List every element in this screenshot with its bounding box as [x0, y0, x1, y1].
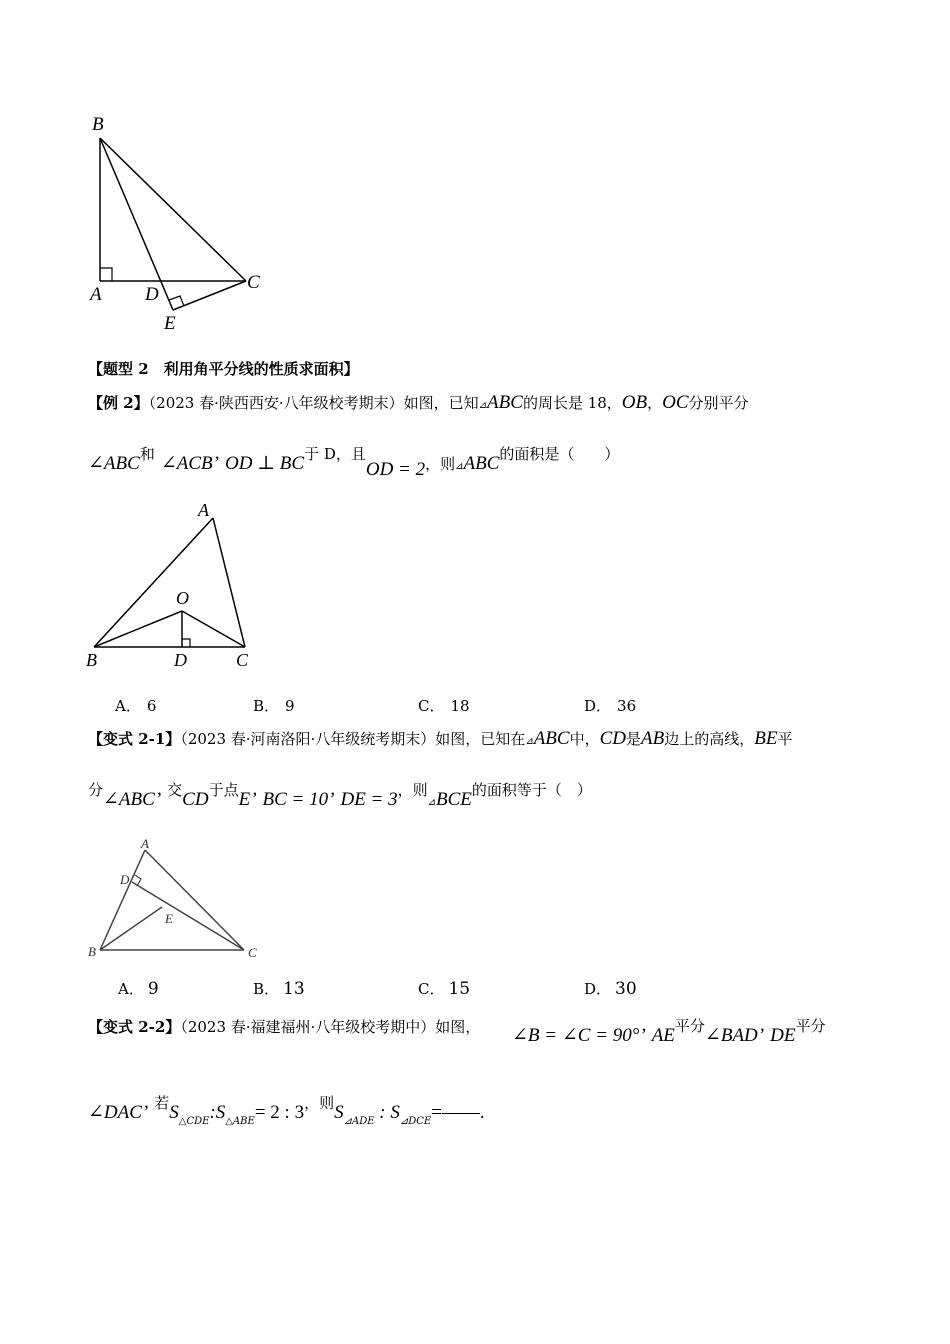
variant21-bce: BCE: [436, 789, 472, 810]
variant22-abe-sub: △ABE: [225, 1116, 255, 1127]
example2-at-d: 于 D，且: [304, 445, 366, 463]
variant22-angle-dac: ∠DAC: [88, 1102, 142, 1123]
label-a: A: [90, 284, 102, 305]
variant22-ruo: 若: [154, 1094, 170, 1112]
variant21-option-d[interactable]: D． 30: [584, 979, 637, 999]
example2-od-eq: OD = 2: [365, 459, 426, 480]
label-c: C: [236, 650, 249, 670]
variant21-line2: [88, 781, 592, 811]
label-o: O: [176, 588, 189, 608]
variant22-pingfen2: 平分: [795, 1017, 826, 1035]
line-oc: [182, 611, 245, 647]
right-angle-mark-a: [100, 268, 112, 281]
line-ac: [213, 518, 245, 647]
example2-area-q: 的面积是（ ）: [499, 445, 620, 463]
label-b: B: [86, 650, 97, 670]
variant22-apos2: ’: [757, 1025, 765, 1046]
variant21-bc-eq: BC = 10: [262, 789, 329, 810]
figure-1-right-triangle: [80, 110, 280, 340]
example2-tri: ABC: [487, 392, 523, 413]
variant21-apos2: ’: [250, 789, 257, 810]
variant21-apos: ’: [154, 789, 162, 810]
example2-angle-abc: ∠ABC: [88, 453, 140, 474]
variant21-line1: [88, 728, 793, 750]
variant22-s1: S: [169, 1102, 179, 1123]
example2-bisect: 分别平分: [688, 394, 749, 412]
example2-line2: [88, 445, 620, 480]
line-bc: [100, 138, 246, 281]
line-ac: [145, 850, 244, 950]
line-be: [100, 138, 173, 310]
example2-line1: [88, 392, 749, 414]
variant21-yudian: 于点: [208, 781, 239, 799]
variant21-area-q: 的面积等于（ ）: [471, 781, 592, 799]
triangle-symbol-4: ⊿: [427, 797, 437, 808]
variant21-alt: 边上的高线，: [664, 730, 755, 748]
label-c: C: [247, 272, 260, 293]
label-e: E: [165, 911, 173, 926]
example2-perimeter: 的周长是 18，: [522, 394, 622, 412]
example2-source: （2023 春·陕西西安·八年级校考期末）如图，已知: [148, 394, 479, 412]
example2-then: ，则: [425, 455, 456, 473]
label-c: C: [248, 945, 257, 960]
variant21-option-a[interactable]: A． 9: [118, 979, 159, 999]
variant22-line2: [88, 1094, 485, 1127]
variant22-ratio: = 2 : 3: [254, 1102, 305, 1123]
variant21-tag: 【变式 2-1】: [88, 730, 181, 748]
variant21-option-b[interactable]: B． 13: [253, 979, 305, 999]
variant22-s3: S: [334, 1102, 344, 1123]
label-b: B: [92, 114, 104, 135]
variant22-tag: 【变式 2-2】: [88, 1018, 181, 1036]
variant22-angle-bad: ∠BAD: [704, 1025, 758, 1046]
example2-tri2: ABC: [463, 453, 500, 474]
variant22-s4: S: [390, 1102, 400, 1123]
section-title: 【题型 2 利用角平分线的性质求面积】: [88, 360, 359, 378]
variant21-option-c[interactable]: C． 15: [418, 979, 471, 999]
variant22-cde-sub: △CDE: [178, 1116, 210, 1127]
variant22-colon2: :: [374, 1102, 391, 1123]
label-b: B: [88, 944, 96, 959]
figure-2-triangle-abc: [80, 498, 280, 674]
example2-ob: OB: [621, 392, 648, 413]
variant22-apos: ’: [639, 1025, 646, 1046]
variant21-apos3: ’: [328, 789, 335, 810]
variant21-cd2: CD: [182, 789, 209, 810]
variant22-dce-sub: ⊿DCE: [399, 1116, 432, 1127]
right-angle-mark-d: [182, 639, 190, 647]
example2-comma: ，: [647, 394, 663, 412]
variant21-be: BE: [754, 728, 778, 749]
figure-3-triangle-abc: [80, 832, 280, 972]
variant21-is: 是: [626, 730, 642, 748]
variant21-in: 中，: [569, 730, 600, 748]
label-d: D: [120, 872, 130, 887]
variant22-angle-eq: ∠B = ∠C = 90°: [512, 1025, 640, 1046]
variant21-cd: CD: [599, 728, 627, 749]
variant21-angle-abc: ∠ABC: [103, 789, 155, 810]
variant21-ab: AB: [641, 728, 665, 749]
example2-option-b[interactable]: B． 9: [253, 697, 295, 715]
variant22-de: DE: [770, 1025, 796, 1046]
variant21-de-eq: DE = 3: [340, 789, 398, 810]
example2-oc: OC: [662, 392, 689, 413]
variant21-then: ，则: [397, 781, 428, 799]
variant21-e: E: [238, 789, 251, 810]
variant22-ade-sub: ⊿ADE: [343, 1116, 375, 1127]
variant22-ae: AE: [651, 1025, 675, 1046]
example2-tag: 【例 2】: [88, 394, 149, 412]
variant22-line1-math: [512, 1017, 826, 1047]
variant22-s2: S: [215, 1102, 226, 1123]
variant21-fen: 分: [88, 781, 104, 799]
variant22-apos3: ’: [141, 1102, 149, 1123]
label-e: E: [164, 313, 176, 334]
variant22-pingfen: 平分: [674, 1017, 705, 1035]
variant21-jiao: 交: [167, 781, 183, 799]
triangle-symbol-3: ⊿: [525, 736, 534, 747]
label-a: A: [141, 836, 149, 851]
example2-option-a[interactable]: A． 6: [115, 697, 157, 715]
example2-od-perp: OD ⊥ BC: [224, 453, 305, 474]
label-d: D: [145, 284, 159, 305]
variant21-ping: 平: [777, 730, 793, 748]
label-a: A: [198, 500, 209, 520]
example2-angle-acb: ∠ACB: [160, 453, 213, 474]
line-ab: [94, 518, 213, 647]
example2-option-c[interactable]: C． 18: [418, 697, 470, 715]
example2-and: 和: [139, 445, 155, 463]
variant21-tri: ABC: [533, 728, 570, 749]
triangle-symbol: ⊿: [478, 400, 488, 411]
variant22-blank: =——.: [431, 1102, 485, 1123]
variant22-source: （2023 春·福建福州·八年级校考期中）如图，: [180, 1018, 481, 1036]
example2-apos: ’: [212, 453, 219, 474]
label-d: D: [174, 650, 187, 670]
variant22-ze: ，则: [304, 1094, 335, 1112]
variant22-colon: :: [209, 1102, 216, 1123]
triangle-symbol-2: ⊿: [455, 461, 464, 472]
line-ob: [94, 611, 182, 647]
example2-option-d[interactable]: D． 36: [584, 697, 637, 715]
variant22-line1: [88, 1016, 480, 1037]
variant21-source: （2023 春·河南洛阳·八年级统考期末）如图，已知在: [180, 730, 526, 748]
